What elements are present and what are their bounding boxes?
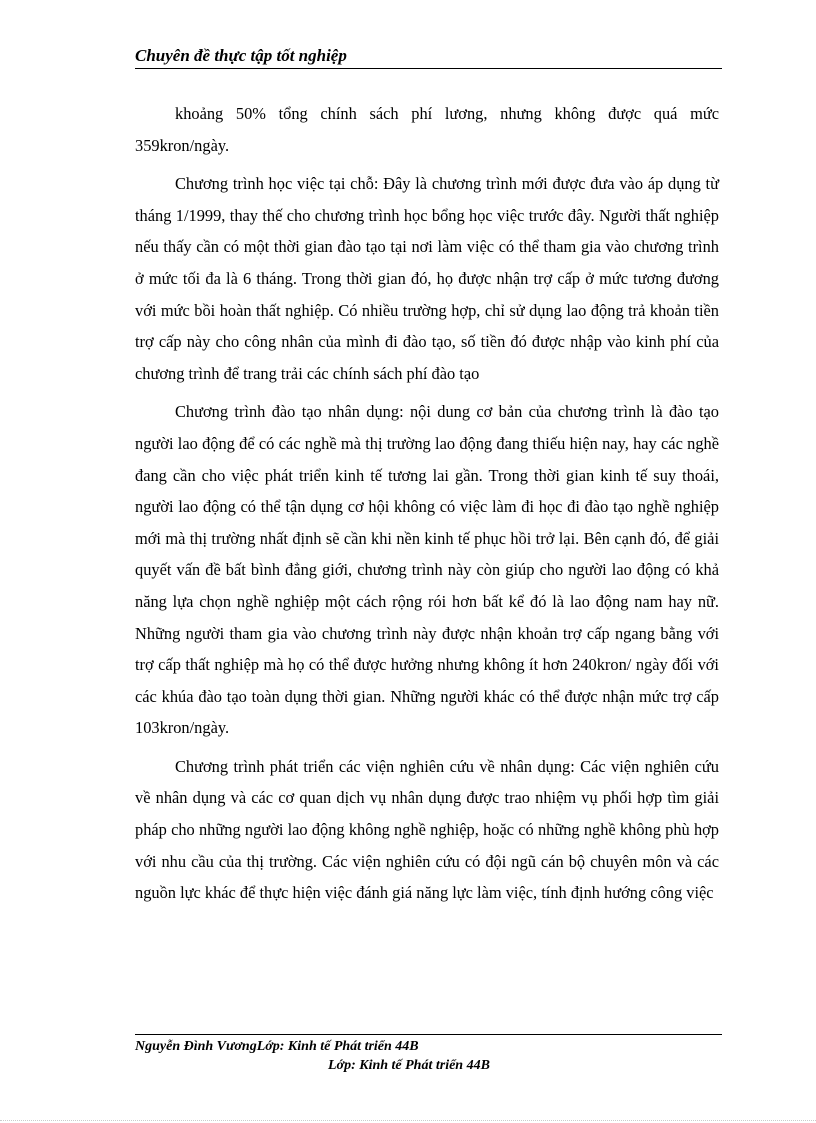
footer-divider xyxy=(135,1034,722,1035)
footer-class: Lớp: Kinh tế Phát triển 44B xyxy=(328,1058,490,1073)
page-header-title: Chuyên đề thực tập tốt nghiệp xyxy=(135,46,347,65)
page-boundary xyxy=(0,1120,816,1121)
document-body xyxy=(135,98,719,916)
footer-author-class: Nguyễn Đình VươngLớp: Kinh tế Phát triển 44B xyxy=(135,1039,419,1054)
paragraph-on-the-job-training: Chương trình học việc tại chỗ: Đây là chương trình mới được đưa vào áp dụng từ tháng 1/1999, thay thế cho chương trình học bổng học việc trước đây. Người thất nghiệp nếu thấy cần có một thời gian đào tạo tại nơi làm việc có thể tham gia vào chương trình ở mức tối đa là 6 tháng. Trong thời gian đó, họ được nhận trợ cấp ở mức tương đương với mức bồi hoàn thất nghiệp. Có nhiều trường hợp, chỉ sử dụng lao động trả khoản tiền trợ cấp này cho công nhân của mình đi đào tạo, số tiền đó được nhập vào kinh phí của chương trình để trang trải các chính sách phí đào tạo xyxy=(135,174,719,383)
paragraph-employment-training: Chương trình đào tạo nhân dụng: nội dung cơ bản của chương trình là đào tạo người lao động để có các nghề mà thị trường lao động đang thiếu hiện nay, hay các nghề đang cần cho việc phát triển kinh tế tương lai gần. Trong thời gian kinh tế suy thoái, người lao động có thể tận dụng cơ hội không có việc làm đi học đi đào tạo nghề nghiệp mới mà thị trường nhất định sẽ cần khi nền kinh tế phục hồi trở lại. Bên cạnh đó, để giải quyết vấn đề bất bình đẳng giới, chương trình này còn giúp cho người lao động có khả năng lựa chọn nghề nghiệp một cách rộng rói hơn bất kể đó là lao động nam hay nữ. Những người tham gia vào chương trình này được nhận khoản trợ cấp ngang bằng với trợ cấp thất nghiệp mà họ có thể được hưởng nhưng không ít hơn 240kron/ ngày đối với các khúa đào tạo toàn dụng thời gian. Những người khác có thể được nhận mức trợ cấp 103kron/ngày. xyxy=(135,402,719,738)
header-divider xyxy=(135,68,722,69)
paragraph-continuation: khoảng 50% tổng chính sách phí lương, nhưng không được quá mức 359kron/ngày. xyxy=(135,104,719,155)
paragraph-employment-research-institutes: Chương trình phát triển các viện nghiên cứu về nhân dụng: Các viện nghiên cứu về nhân dụng và các cơ quan dịch vụ nhân dụng được trao nhiệm vụ phối hợp tìm giải pháp cho những người lao động không nghề nghiệp, hoặc có những nghề không phù hợp với nhu cầu của thị trường. Các viện nghiên cứu có đội ngũ cán bộ chuyên môn và các nguồn lực khác để thực hiện việc đánh giá năng lực làm việc, tính định hướng công việc xyxy=(135,756,719,903)
